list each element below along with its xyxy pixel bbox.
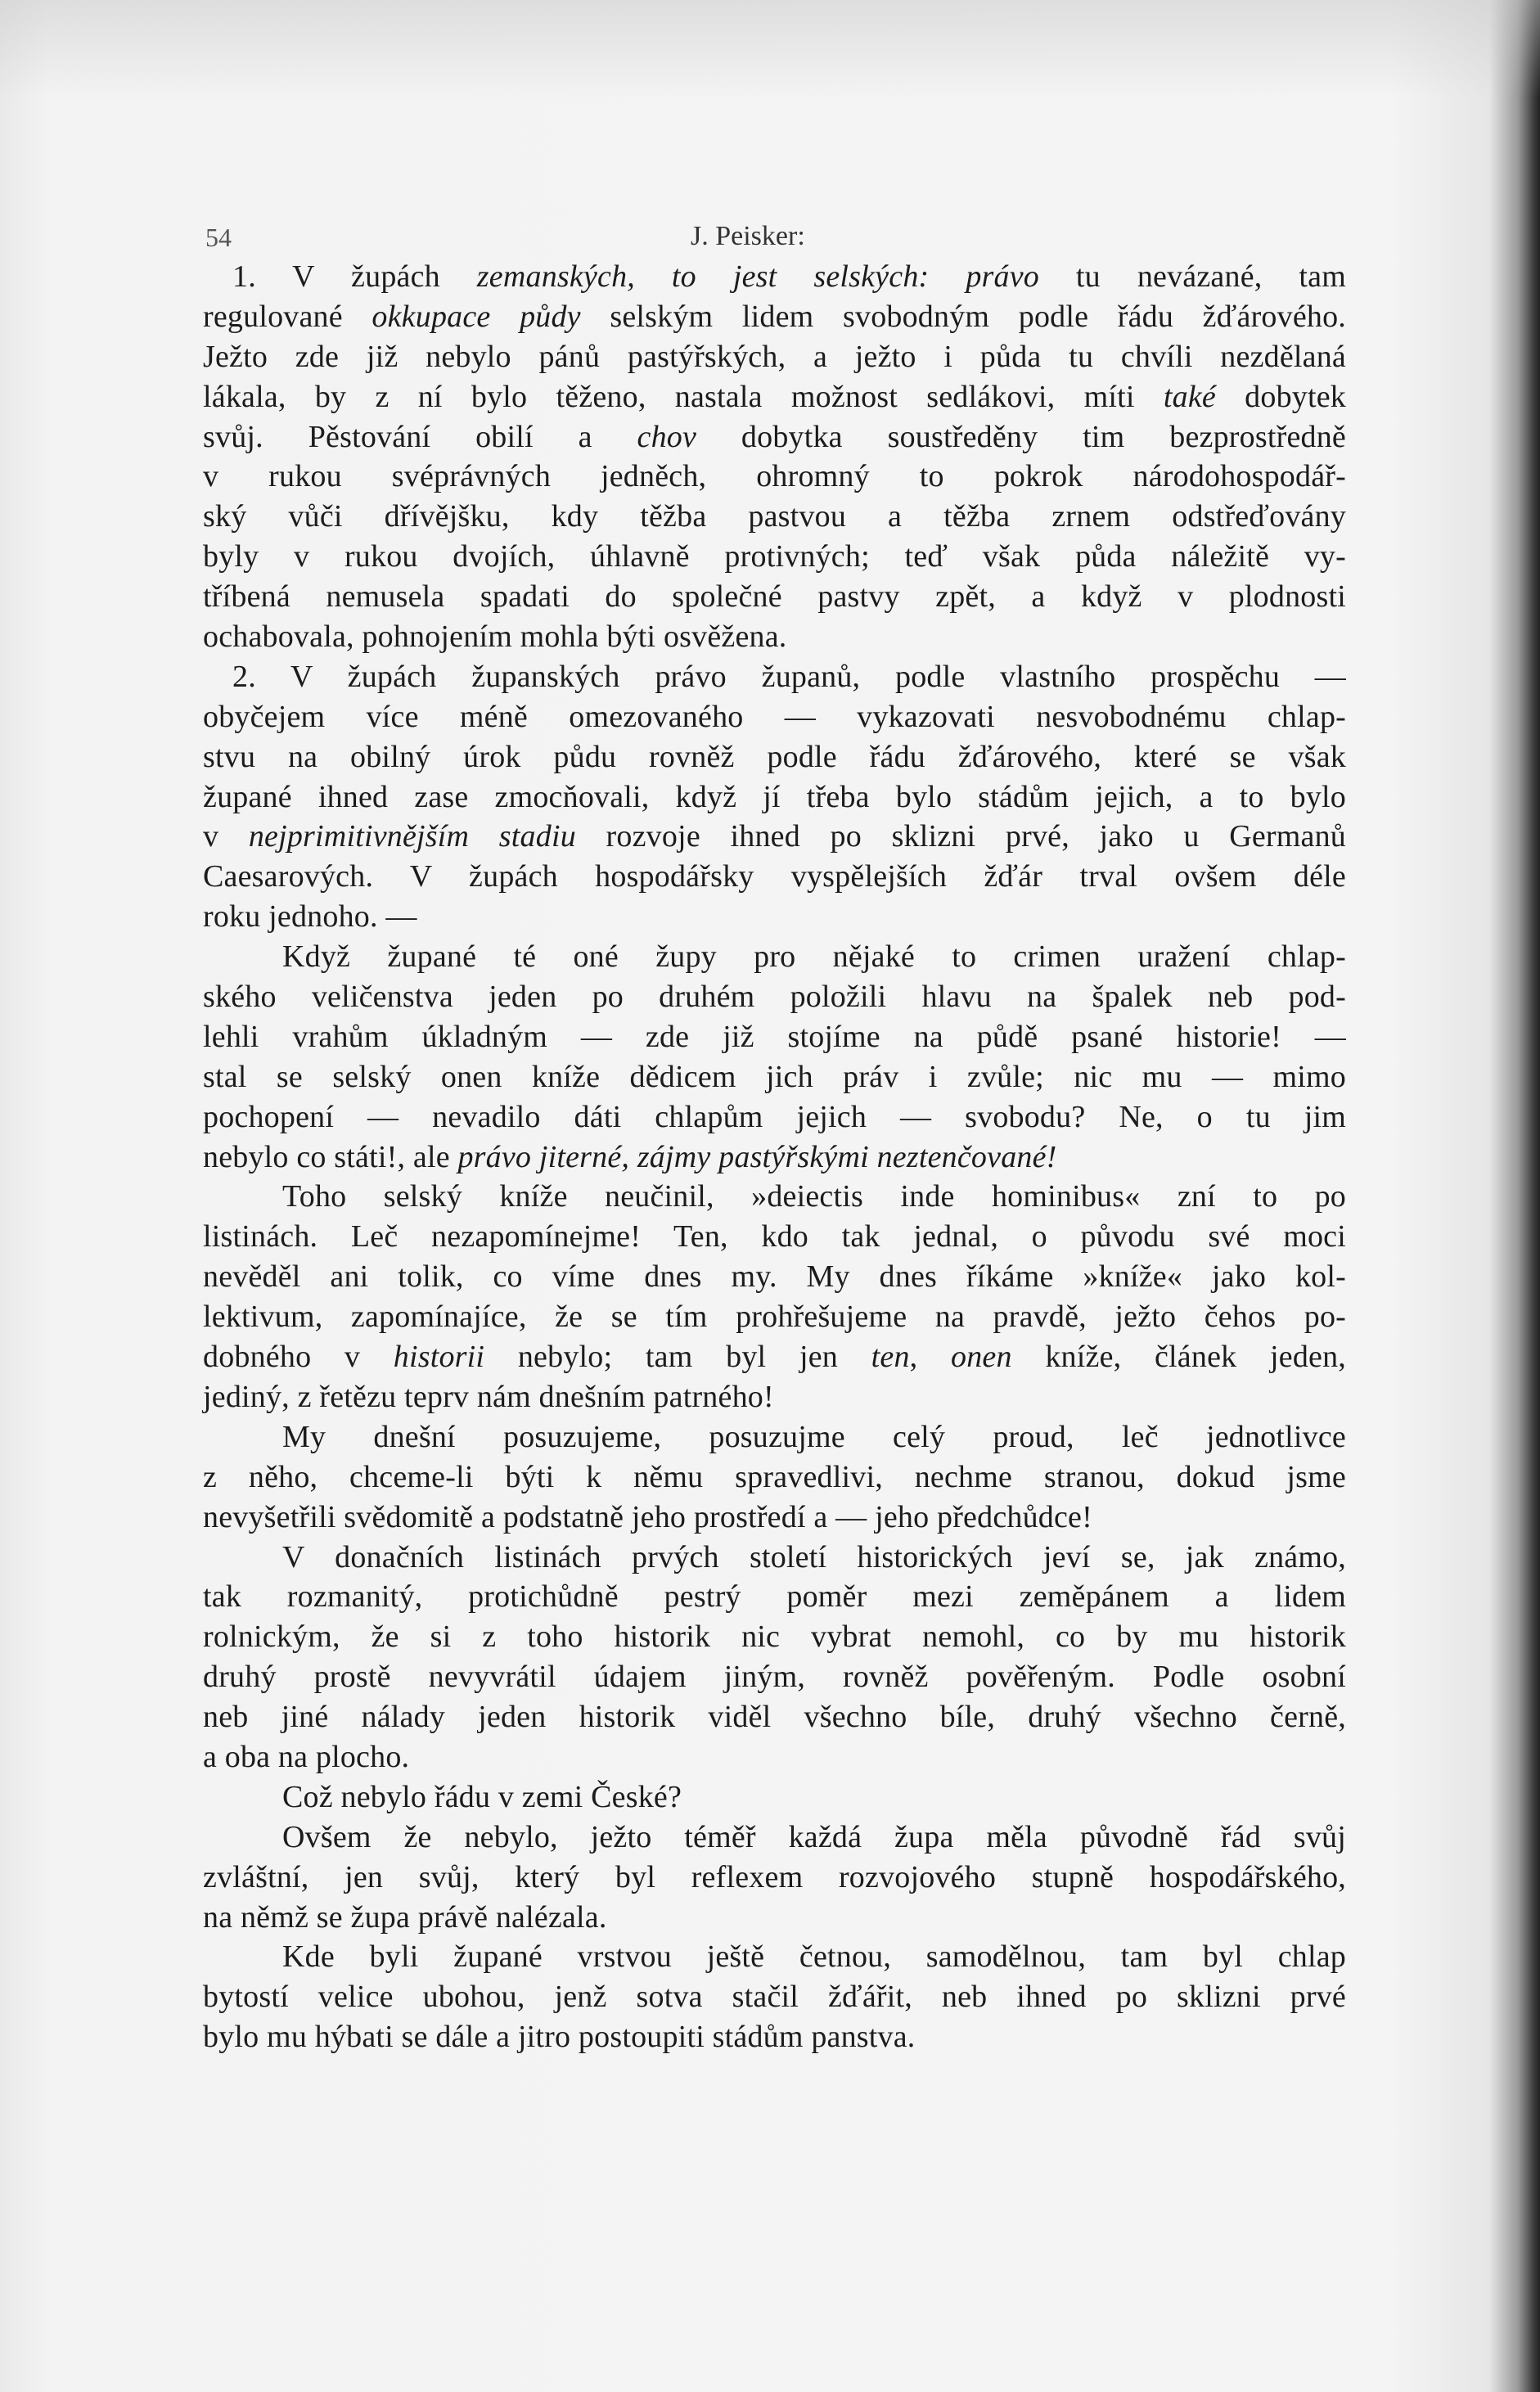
text-line xyxy=(203,1457,1346,1498)
text-segment: druhý prostě nevyvrátil údajem jiným, rovněž pověřeným. Podle osobní xyxy=(203,1660,1346,1695)
text-segment: jediný, z řetězu teprv nám dnešním patrného! xyxy=(203,1379,774,1414)
text-line xyxy=(203,1858,1346,1898)
italic-text: také xyxy=(1163,379,1216,414)
text-line xyxy=(203,617,1346,657)
text-line xyxy=(203,1818,1346,1858)
text-line xyxy=(203,1177,1346,1217)
text-segment: listinách. Leč nezapomínejme! Ten, kdo tak jednal, o původu své moci xyxy=(203,1219,1346,1255)
text-segment: z něho, chceme-li býti k němu spravedlivi, nechme stranou, dokud jsme xyxy=(203,1459,1346,1494)
text-segment: Ovšem že nebylo, ježto téměř každá župa měla původně řád svůj xyxy=(282,1819,1346,1854)
text-segment: Což nebylo řádu v zemi České? xyxy=(282,1779,682,1814)
text-line xyxy=(203,857,1346,897)
text-line xyxy=(203,377,1346,417)
text-segment: svůj. Pěstování obilí a xyxy=(203,419,637,454)
text-segment: Caesarových. V župách hospodářsky vyspělejších žďár trval ovšem déle xyxy=(203,859,1346,894)
text-line xyxy=(203,1057,1346,1097)
text-line xyxy=(203,1777,1346,1818)
text-segment: 1. V župách xyxy=(232,259,477,294)
italic-text: okkupace půdy xyxy=(371,299,581,334)
text-line xyxy=(203,817,1346,857)
text-line xyxy=(203,1498,1346,1538)
text-line xyxy=(203,577,1346,617)
text-line xyxy=(203,1017,1346,1057)
text-segment: rozvoje ihned po sklizni prvé, jako u Germanů xyxy=(575,819,1346,854)
text-line xyxy=(203,1737,1346,1777)
text-segment: tříbená nemusela spadati do společné pastvy zpět, a když v plodnosti xyxy=(203,579,1346,615)
italic-text: nejprimitivnějším stadiu xyxy=(248,819,576,854)
text-segment: lektivum, zapomínajíce, že se tím prohřešujeme na pravdě, ježto čehos po- xyxy=(203,1300,1346,1335)
text-segment: Ježto zde již nebylo pánů pastýřských, a ježto i půda tu chvíli nezdělaná xyxy=(203,339,1346,374)
text-line xyxy=(203,1217,1346,1257)
italic-text: historii xyxy=(393,1340,485,1375)
text-segment: župané ihned zase zmocňovali, když jí třeba bylo stádům jejich, a to bylo xyxy=(203,779,1346,814)
page-number: 54 xyxy=(205,223,232,252)
text-segment: v xyxy=(203,819,249,854)
text-segment: pochopení — nevadilo dáti chlapům jejich — svobodu? Ne, o tu jim xyxy=(203,1099,1346,1134)
text-line xyxy=(203,1097,1346,1137)
text-segment: ochabovala, pohnojením mohla býti osvěžena. xyxy=(203,619,787,655)
scan-shading xyxy=(0,0,1540,98)
text-line xyxy=(203,537,1346,577)
text-line xyxy=(203,337,1346,377)
text-segment: 2. V župách županských právo županů, podle vlastního prospěchu — xyxy=(232,659,1346,694)
text-line xyxy=(203,1937,1346,1977)
italic-text: ten xyxy=(871,1340,910,1375)
text-line xyxy=(203,1657,1346,1697)
text-segment: lákala, by z ní bylo těženo, nastala možnost sedlákovi, míti xyxy=(203,379,1164,414)
text-line xyxy=(203,937,1346,977)
text-segment: v rukou svéprávných jedněch, ohromný to pokrok národohospodář- xyxy=(203,459,1346,494)
text-segment: lehli vrahům úkladným — zde již stojíme na půdě psané historie! — xyxy=(203,1019,1346,1054)
text-line xyxy=(203,1377,1346,1417)
text-segment: selským lidem svobodným podle řádu žďárového. xyxy=(580,299,1346,334)
text-segment: na němž se župa právě nalézala. xyxy=(203,1899,607,1935)
text-line xyxy=(203,1977,1346,2017)
text-line xyxy=(203,1257,1346,1297)
text-line xyxy=(203,1617,1346,1657)
text-segment: kníže, článek jeden, xyxy=(1011,1340,1346,1375)
text-segment: nevěděl ani tolik, co víme dnes my. My dnes říkáme »kníže« jako kol- xyxy=(203,1259,1346,1295)
text-segment: dobytek xyxy=(1215,379,1346,414)
text-line xyxy=(203,657,1346,697)
text-line xyxy=(203,417,1346,457)
text-segment: obyčejem více méně omezovaného — vykazovati nesvobodnému chlap- xyxy=(203,699,1346,734)
text-line xyxy=(203,697,1346,737)
text-segment: roku jednoho. — xyxy=(203,899,417,935)
text-line xyxy=(203,1337,1346,1377)
text-segment: Kde byli župané vrstvou ještě četnou, samodělnou, tam byl chlap xyxy=(282,1939,1346,1975)
text-segment: ský vůči dřívějšku, kdy těžba pastvou a těžba zrnem odstřeďovány xyxy=(203,499,1346,534)
text-segment: , xyxy=(909,1340,952,1375)
text-segment: Toho selský kníže neučinil, »deiectis inde hominibus« zní to po xyxy=(282,1179,1346,1214)
text-line xyxy=(203,1697,1346,1737)
text-segment: ského veličenstva jeden po druhém položili hlavu na špalek neb pod- xyxy=(203,980,1346,1015)
text-line xyxy=(203,257,1346,297)
text-line xyxy=(203,1538,1346,1578)
italic-text: onen xyxy=(951,1340,1012,1375)
text-segment: nevyšetřili svědomitě a podstatně jeho prostředí a — jeho předchůdce! xyxy=(203,1499,1092,1534)
text-segment: zvláštní, jen svůj, který byl reflexem rozvojového stupně hospodářského, xyxy=(203,1859,1346,1894)
text-segment: a oba na plocho. xyxy=(203,1739,410,1774)
text-line xyxy=(203,457,1346,497)
text-line xyxy=(203,1898,1346,1938)
text-segment: byly v rukou dvojích, úhlavně protivných; teď však půda náležitě vy- xyxy=(203,539,1346,574)
text-line xyxy=(203,977,1346,1017)
text-segment: rolnickým, že si z toho historik nic vybrat nemohl, co by mu historik xyxy=(203,1619,1346,1655)
text-segment: stal se selský onen kníže dědicem jich práv i zvůle; nic mu — mimo xyxy=(203,1059,1346,1094)
body-text xyxy=(203,257,1346,2057)
text-segment: bytostí velice ubohou, jenž sotva stačil žďářit, neb ihned po sklizni prvé xyxy=(203,1980,1346,2015)
text-line xyxy=(203,737,1346,777)
text-segment: nebylo co státi!, ale xyxy=(203,1139,458,1174)
text-segment: tu nevázané, tam xyxy=(1038,259,1346,294)
text-segment: tak rozmanitý, protichůdně pestrý poměr mezi zeměpánem a lidem xyxy=(203,1579,1346,1615)
text-segment: bylo mu hýbati se dále a jitro postoupiti stádům panstva. xyxy=(203,2020,916,2055)
text-segment: dobného v xyxy=(203,1340,394,1375)
italic-text: chov xyxy=(637,419,697,454)
text-segment: V donačních listinách prvých století historických jeví se, jak známo, xyxy=(282,1539,1346,1574)
text-line xyxy=(203,2017,1346,2057)
text-line xyxy=(203,1577,1346,1617)
text-line xyxy=(203,1417,1346,1457)
text-segment: neb jiné nálady jeden historik viděl všechno bíle, druhý všechno černě, xyxy=(203,1700,1346,1735)
text-segment: dobytka soustředěny tim bezprostředně xyxy=(696,419,1346,454)
text-segment: Když župané té oné župy pro nějaké to crimen uražení chlap- xyxy=(282,939,1346,975)
text-segment: nebylo; tam byl jen xyxy=(484,1340,871,1375)
text-line xyxy=(203,1297,1346,1337)
text-segment: My dnešní posuzujeme, posuzujme celý proud, leč jednotlivce xyxy=(282,1419,1346,1454)
text-segment: regulované xyxy=(203,299,372,334)
text-segment: stvu na obilný úrok půdu rovněž podle řádu žďárového, které se však xyxy=(203,739,1346,774)
text-line xyxy=(203,777,1346,818)
running-head: J. Peisker: xyxy=(691,221,805,251)
italic-text: zemanských, to jest selských: právo xyxy=(476,259,1039,294)
text-line xyxy=(203,1137,1346,1178)
text-line xyxy=(203,297,1346,337)
italic-text: právo jiterné, zájmy pastýřskými neztenčované! xyxy=(457,1139,1057,1174)
text-line xyxy=(203,497,1346,537)
text-line xyxy=(203,897,1346,937)
